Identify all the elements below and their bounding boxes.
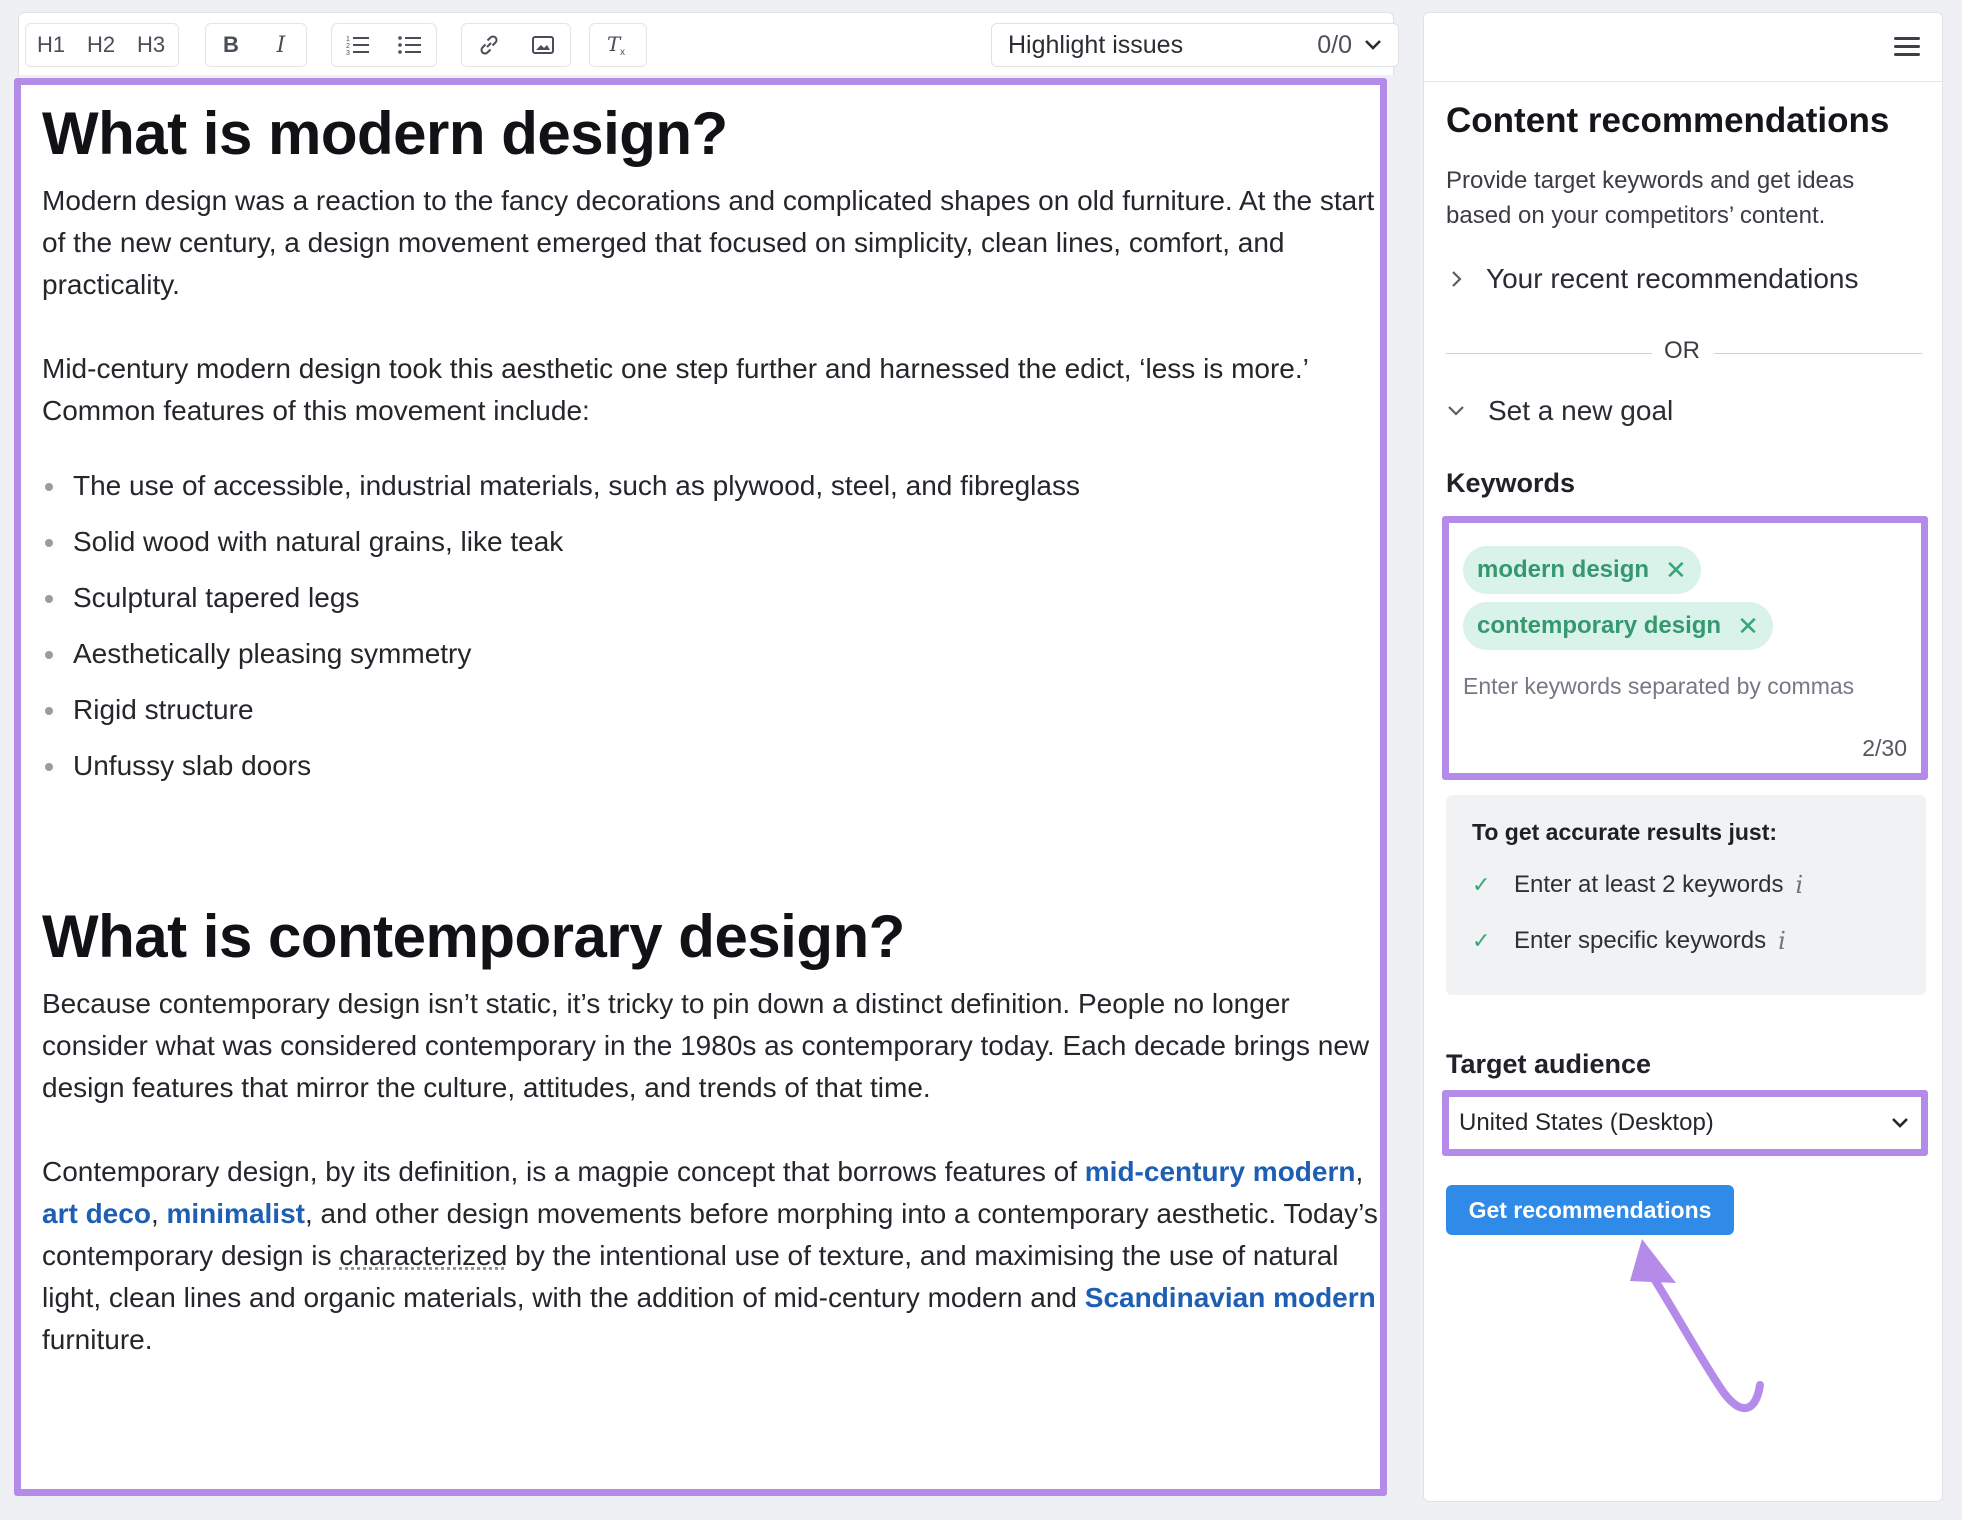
heading-buttons-group [25, 23, 179, 67]
bullet-list-icon [398, 34, 422, 56]
paragraph-contemporary-intro: Because contemporary design isn’t static, it’s tricky to pin down a distinct definition. People no longer consider what was considered contemporary in the 1980s as contemporary today. Each decade brings new design features that mirror the culture, attitudes, and trends of that time. [42, 988, 1370, 1103]
info-icon[interactable]: i [1778, 927, 1786, 955]
bold-button[interactable] [206, 24, 256, 66]
link-minimalist[interactable]: minimalist [166, 1198, 305, 1229]
check-icon: ✓ [1472, 928, 1491, 953]
target-audience-select[interactable] [1442, 1090, 1928, 1156]
paragraph-text: , [1355, 1156, 1364, 1187]
bullet-list-button[interactable] [384, 24, 436, 66]
keyword-input[interactable] [1463, 673, 1903, 700]
insert-buttons-group [461, 23, 571, 67]
list-item: Solid wood with natural grains, like teak [42, 514, 1392, 570]
set-new-goal-label: Set a new goal [1488, 395, 1674, 426]
link-mid-century-modern[interactable]: mid-century modern [1084, 1156, 1356, 1187]
keywords-input-box[interactable] [1442, 516, 1928, 780]
features-list [42, 458, 1392, 794]
close-icon[interactable]: ✕ [1665, 554, 1687, 585]
heading-2-label: H2 [86, 32, 116, 57]
keywords-heading: Keywords [1446, 468, 1576, 498]
content-recommendations-panel [1423, 12, 1943, 1502]
recent-recommendations-toggle[interactable] [1446, 263, 1859, 295]
paragraph-text: , [150, 1198, 167, 1229]
chevron-down-icon [1364, 39, 1382, 51]
paragraph-modern-intro: Modern design was a reaction to the fancy decorations and complicated shapes on old furniture. At the start of the new century, a design movement emerged that focused on simplicity, clean lines, comfort, and practicality. [42, 185, 1375, 300]
heading-1-button[interactable] [26, 24, 76, 66]
or-divider [1446, 333, 1922, 373]
svg-text:x: x [620, 47, 625, 57]
chevron-right-icon [1450, 269, 1464, 289]
heading-3-button[interactable] [126, 24, 176, 66]
keyword-chip-label: contemporary design [1477, 612, 1722, 639]
link-art-deco[interactable]: art deco [42, 1198, 151, 1229]
image-icon [531, 34, 555, 56]
ordered-list-button[interactable] [332, 24, 384, 66]
article-heading-modern: What is modern design? [42, 100, 728, 167]
accuracy-tips-box [1446, 795, 1926, 995]
panel-description: Provide target keywords and get ideas based on your competitors’ content. [1446, 167, 1855, 229]
italic-button[interactable] [256, 24, 306, 66]
keyword-chip[interactable] [1463, 546, 1701, 594]
or-label: OR [1664, 337, 1700, 364]
format-buttons-group [205, 23, 307, 67]
editor-content-area[interactable] [14, 78, 1387, 1496]
heading-3-label: H3 [136, 32, 166, 57]
target-audience-value: United States (Desktop) [1459, 1109, 1714, 1136]
panel-title: Content recommendations [1446, 101, 1890, 140]
paragraph-mid-century: Mid-century modern design took this aesthetic one step further and harnessed the edict, ‘less is more.’ Common features of this movement include: [42, 353, 1308, 426]
insert-image-button[interactable] [516, 24, 570, 66]
keyword-chip[interactable] [1463, 602, 1773, 650]
svg-text:3: 3 [346, 50, 350, 56]
paragraph-text: , and other design movements before morphing into a contemporary aesthetic. Today’s contemporary design is [42, 1198, 1378, 1271]
ordered-list-icon [346, 34, 370, 56]
chevron-down-icon [1446, 404, 1466, 418]
target-audience-heading: Target audience [1446, 1049, 1652, 1079]
clear-format-icon [605, 33, 631, 57]
paragraph-contemporary-definition [42, 1151, 1392, 1361]
panel-top-bar [1424, 13, 1942, 82]
list-item: Unfussy slab doors [42, 738, 1392, 794]
list-item: The use of accessible, industrial materials, such as plywood, steel, and fibreglass [42, 458, 1392, 514]
list-item: Aesthetically pleasing symmetry [42, 626, 1392, 682]
clear-format-group [589, 23, 647, 67]
keyword-chip-label: modern design [1477, 556, 1650, 583]
close-icon[interactable]: ✕ [1737, 610, 1759, 641]
hamburger-menu-icon[interactable] [1894, 35, 1922, 59]
list-item: Sculptural tapered legs [42, 570, 1392, 626]
recent-recommendations-label: Your recent recommendations [1486, 263, 1859, 294]
paragraph-text: by the intentional use of texture, and maximising the use of natural light, clean lines and organic materials, with the addition of mid-century modern and [42, 1240, 1339, 1313]
clear-format-button[interactable] [590, 24, 646, 66]
bold-label: B [223, 32, 239, 57]
heading-2-button[interactable] [76, 24, 126, 66]
heading-1-label: H1 [36, 32, 66, 57]
info-icon[interactable]: i [1795, 871, 1804, 899]
tip-label: Enter specific keywords [1514, 927, 1767, 954]
tip-label: Enter at least 2 keywords [1514, 871, 1784, 898]
link-scandinavian-modern[interactable]: Scandinavian modern [1084, 1282, 1376, 1313]
insert-link-button[interactable] [462, 24, 516, 66]
link-icon [477, 33, 501, 57]
set-new-goal-toggle[interactable] [1446, 395, 1673, 427]
article-heading-contemporary: What is contemporary design? [42, 903, 905, 970]
highlight-issues-label: Highlight issues [1008, 30, 1184, 59]
list-item: Rigid structure [42, 682, 1392, 738]
list-buttons-group [331, 23, 437, 67]
highlight-issues-dropdown[interactable] [991, 23, 1399, 67]
tips-title: To get accurate results just: [1472, 819, 1778, 845]
italic-label: I [276, 32, 286, 58]
tip-item [1472, 871, 1803, 899]
paragraph-text: furniture. [42, 1324, 153, 1355]
editor-document [42, 95, 1392, 1361]
tip-item [1472, 927, 1786, 955]
check-icon: ✓ [1472, 872, 1491, 897]
spelling-issue-word[interactable]: characterized [339, 1240, 508, 1271]
paragraph-text: Contemporary design, by its definition, is a magpie concept that borrows features of [42, 1156, 1085, 1187]
divider-line [1714, 353, 1922, 354]
svg-text:2: 2 [346, 43, 350, 50]
svg-text:1: 1 [346, 36, 350, 43]
chevron-down-icon [1891, 1117, 1909, 1129]
keyword-counter: 2/30 [1862, 735, 1907, 761]
svg-text:T: T [607, 33, 621, 56]
get-recommendations-button[interactable]: Get recommendations [1446, 1185, 1734, 1235]
divider-line [1446, 353, 1652, 354]
highlight-issues-count: 0/0 [1317, 30, 1352, 59]
editor-toolbar [18, 12, 1394, 75]
